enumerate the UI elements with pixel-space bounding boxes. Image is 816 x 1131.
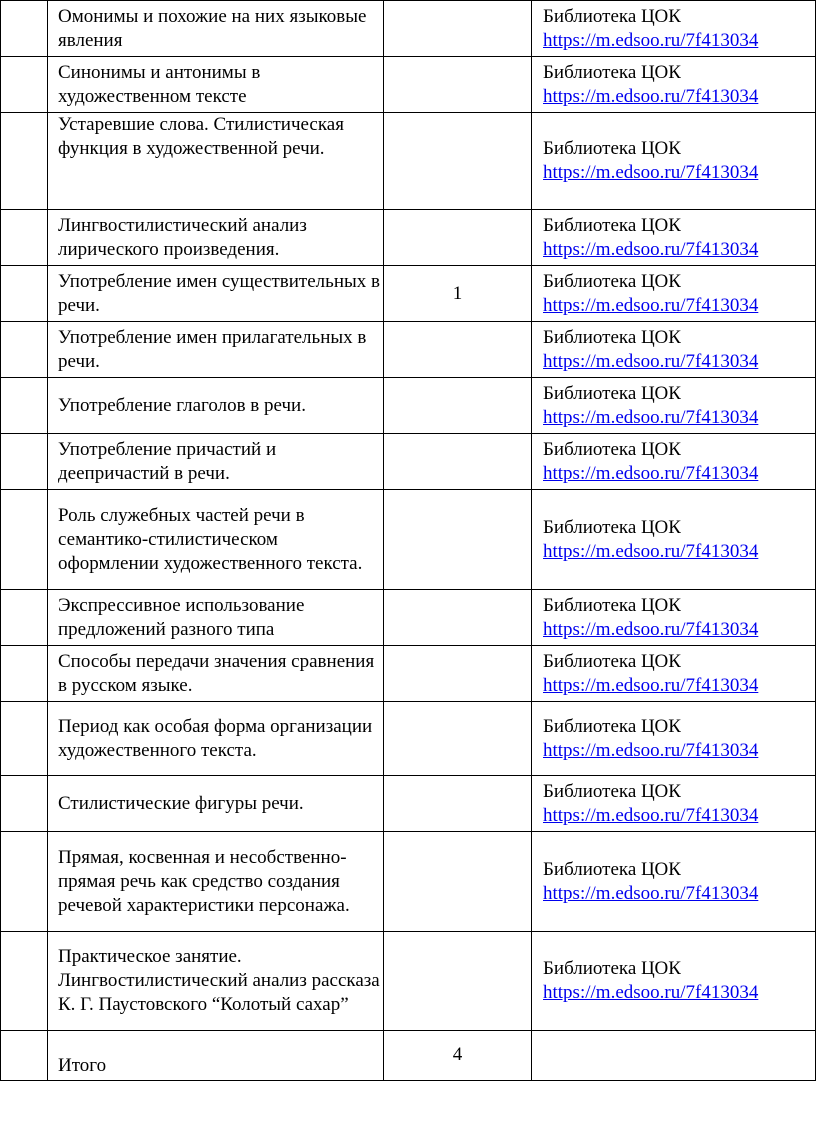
hours-cell [384,378,532,434]
topic-cell: Лингвостилистический анализ лирического произведения. [48,210,384,266]
table-row [1,932,816,1031]
topic-cell: Омонимы и похожие на них языковые явления [48,1,384,57]
number-cell [1,646,48,702]
library-label: Библиотека ЦОК [543,326,681,348]
hours-cell [384,590,532,646]
hours-cell [384,113,532,210]
table-row [1,113,816,210]
resource-cell [532,776,816,832]
table-row [1,702,816,776]
table-row [1,776,816,832]
number-cell [1,1,48,57]
hours-cell: 1 [384,266,532,322]
number-cell [1,434,48,490]
library-label: Библиотека ЦОК [543,138,681,159]
table-row [1,266,816,322]
resource-cell [532,210,816,266]
resource-cell [532,832,816,932]
library-link[interactable]: https://m.edsoo.ru/7f413034 [543,540,759,562]
library-link[interactable]: https://m.edsoo.ru/7f413034 [543,85,759,107]
number-cell [1,322,48,378]
library-link[interactable]: https://m.edsoo.ru/7f413034 [543,238,759,260]
library-label: Библиотека ЦОК [543,438,681,460]
library-link[interactable]: https://m.edsoo.ru/7f413034 [543,804,759,826]
number-cell [1,1031,48,1081]
library-link[interactable]: https://m.edsoo.ru/7f413034 [543,982,759,1003]
resource-cell [532,490,816,590]
table-row [1,57,816,113]
resource-cell [532,932,816,1031]
topic-cell: Прямая, косвенная и несобственно-прямая речь как средство создания речевой характеристики персонажа. [48,832,384,932]
total-row [1,1031,816,1081]
resource-cell [532,646,816,702]
number-cell [1,490,48,590]
library-label: Библиотека ЦОК [543,516,681,538]
library-link[interactable]: https://m.edsoo.ru/7f413034 [543,618,759,640]
library-link[interactable]: https://m.edsoo.ru/7f413034 [543,406,759,428]
library-link[interactable]: https://m.edsoo.ru/7f413034 [543,462,759,484]
topic-cell: Роль служебных частей речи в семантико-стилистическом оформлении художественного текста. [48,490,384,590]
table-row [1,646,816,702]
hours-cell [384,57,532,113]
number-cell [1,266,48,322]
number-cell [1,113,48,210]
library-label: Библиотека ЦОК [543,214,681,236]
table-row [1,1,816,57]
topic-cell: Употребление глаголов в речи. [48,378,384,434]
number-cell [1,776,48,832]
library-link[interactable]: https://m.edsoo.ru/7f413034 [543,294,759,316]
topic-cell: Употребление имен прилагательных в речи. [48,322,384,378]
number-cell [1,932,48,1031]
hours-cell [384,702,532,776]
total-label: Итого [48,1031,384,1081]
hours-cell [384,932,532,1031]
library-label: Библиотека ЦОК [543,958,681,979]
library-link[interactable]: https://m.edsoo.ru/7f413034 [543,350,759,372]
hours-cell [384,210,532,266]
resource-cell [532,590,816,646]
hours-cell [384,646,532,702]
resource-cell [532,113,816,210]
number-cell [1,210,48,266]
table-row [1,434,816,490]
library-link[interactable]: https://m.edsoo.ru/7f413034 [543,882,759,904]
library-label: Библиотека ЦОК [543,780,681,802]
topic-cell: Период как особая форма организации художественного текста. [48,702,384,776]
library-link[interactable]: https://m.edsoo.ru/7f413034 [543,162,759,183]
number-cell [1,702,48,776]
library-label: Библиотека ЦОК [543,61,681,83]
table-row [1,210,816,266]
resource-cell [532,322,816,378]
library-label: Библиотека ЦОК [543,715,681,737]
topic-cell: Употребление имен существительных в речи. [48,266,384,322]
library-label: Библиотека ЦОК [543,5,681,27]
library-link[interactable]: https://m.edsoo.ru/7f413034 [543,674,759,696]
library-link[interactable]: https://m.edsoo.ru/7f413034 [543,29,759,51]
library-label: Библиотека ЦОК [543,594,681,616]
topic-cell: Употребление причастий и деепричастий в речи. [48,434,384,490]
table-row [1,490,816,590]
library-label: Библиотека ЦОК [543,270,681,292]
topic-cell: Устаревшие слова. Стилистическая функция в художественной речи. [48,113,384,210]
table-row [1,590,816,646]
topic-cell: Практическое занятие. Лингвостилистический анализ рассказа К. Г. Паустовского “Колотый сахар” [48,932,384,1031]
topic-cell: Синонимы и антонимы в художественном тексте [48,57,384,113]
hours-cell [384,490,532,590]
resource-cell [532,1031,816,1081]
resource-cell [532,57,816,113]
library-label: Библиотека ЦОК [543,382,681,404]
hours-cell [384,322,532,378]
resource-cell [532,702,816,776]
resource-cell [532,266,816,322]
topic-cell: Экспрессивное использование предложений разного типа [48,590,384,646]
resource-cell [532,434,816,490]
resource-cell [532,1,816,57]
number-cell [1,378,48,434]
library-label: Библиотека ЦОК [543,858,681,880]
table-row [1,832,816,932]
total-hours: 4 [384,1031,532,1081]
library-label: Библиотека ЦОК [543,650,681,672]
hours-cell [384,832,532,932]
hours-cell [384,1,532,57]
library-link[interactable]: https://m.edsoo.ru/7f413034 [543,739,759,761]
number-cell [1,832,48,932]
number-cell [1,590,48,646]
topic-cell: Способы передачи значения сравнения в русском языке. [48,646,384,702]
resource-cell [532,378,816,434]
hours-cell [384,776,532,832]
table-row [1,322,816,378]
hours-cell [384,434,532,490]
table-row [1,378,816,434]
topic-cell: Стилистические фигуры речи. [48,776,384,832]
number-cell [1,57,48,113]
